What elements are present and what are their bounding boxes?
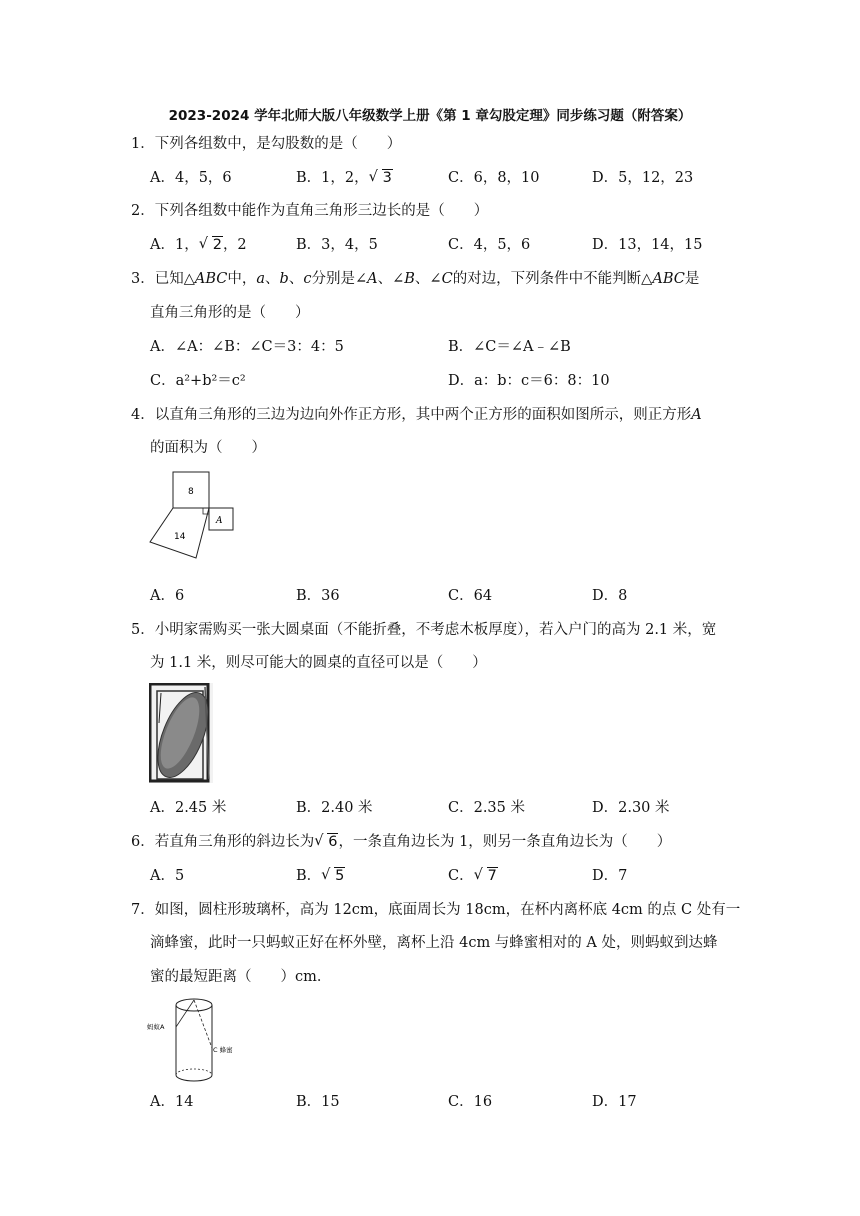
sqrt-expression: √ 7 — [473, 867, 497, 884]
option-d: D．17 — [592, 1094, 637, 1110]
sqrt-expression: √ 5 — [321, 867, 345, 884]
label-bottom: 14 — [174, 532, 186, 542]
label-ant: 蚂蚁A — [147, 1023, 165, 1031]
question-text-continued: 蜜的最短距离（ ）cm． — [150, 969, 332, 985]
option-d: D．a：b：c＝6：8：10 — [448, 373, 610, 389]
option-b: B．1，2， √ 3 — [296, 169, 392, 186]
option-d: D．8 — [592, 588, 628, 604]
option-b: B．36 — [296, 588, 340, 604]
squares-figure — [148, 470, 238, 580]
option-b: B．3，4，5 — [296, 237, 378, 253]
option-d: D．7 — [592, 868, 628, 884]
question-text-continued: 直角三角形的是（ ） — [150, 305, 310, 321]
option-a: A．2.45 米 — [150, 800, 227, 816]
question-text: 下列各组数中，是勾股数的是（ ） — [154, 136, 402, 152]
option-a: A．6 — [150, 588, 185, 604]
question-7: 7．如图，圆柱形玻璃杯，高为 12cm，底面周长为 18cm，在杯内离杯底 4cm 的点 C 处有一 — [131, 902, 741, 918]
sqrt-expression: √ 6 — [314, 833, 338, 850]
option-c: C．a²+b²＝c² — [150, 373, 246, 389]
question-5: 5．小明家需购买一张大圆桌面（不能折叠，不考虑木板厚度），若入户门的高为 2.1 米，宽 — [131, 622, 717, 638]
question-text-continued: 滴蜂蜜，此时一只蚂蚁正好在杯外壁，离杯上沿 4cm 与蜂蜜相对的 A 处，则蚂蚁到达蜂 — [150, 935, 718, 951]
question-text-continued: 为 1.1 米，则尽可能大的圆桌的直径可以是（ ） — [150, 655, 487, 671]
option-c: C．16 — [448, 1094, 493, 1110]
option-d: D．13，14，15 — [592, 237, 703, 253]
question-number: 1． — [131, 136, 155, 152]
option-b: B．∠C＝∠A﹣∠B — [448, 339, 571, 355]
label-right: A — [216, 516, 223, 526]
option-c: C． √ 7 — [448, 867, 497, 884]
option-a: A．4，5，6 — [150, 170, 232, 186]
option-c: C．6，8，10 — [448, 170, 540, 186]
label-honey: C 蜂蜜 — [213, 1046, 233, 1054]
option-a: A．5 — [150, 868, 185, 884]
option-c: C．64 — [448, 588, 493, 604]
page-title: 2023-2024 学年北师大版八年级数学上册《第 1 章勾股定理》同步练习题（附答案） — [168, 108, 692, 124]
option-a: A．14 — [150, 1094, 194, 1110]
option-b: B． √ 5 — [296, 867, 345, 884]
cylinder-figure — [146, 995, 246, 1085]
option-c: C．2.35 米 — [448, 800, 525, 816]
question-4: 4．以直角三角形的三边为边向外作正方形，其中两个正方形的面积如图所示，则正方形A — [131, 407, 702, 423]
sqrt-expression: √ 3 — [368, 169, 392, 186]
option-b: B．15 — [296, 1094, 340, 1110]
question-text: 下列各组数中能作为直角三角形三边长的是（ ） — [154, 203, 489, 219]
sqrt-expression: √ 2 — [198, 236, 222, 253]
option-d: D．2.30 米 — [592, 800, 670, 816]
question-text-continued: 的面积为（ ） — [150, 440, 266, 456]
question-3: 3．已知△ABC中，a、b、c分别是∠A、∠B、∠C的对边，下列条件中不能判断△ABC是 — [131, 271, 700, 287]
label-top: 8 — [188, 487, 194, 497]
question-2 — [131, 201, 488, 221]
option-a: A．∠A：∠B：∠C＝3：4：5 — [150, 339, 344, 355]
option-b: B．2.40 米 — [296, 800, 373, 816]
option-d: D．5，12，23 — [592, 170, 694, 186]
option-c: C．4，5，6 — [448, 237, 531, 253]
question-6: 6．若直角三角形的斜边长为 √ 6，一条直角边长为 1，则另一条直角边长为（ ） — [131, 833, 672, 850]
question-1 — [131, 134, 401, 154]
door-table-photo — [149, 683, 213, 783]
option-a: A．1， √ 2，2 — [150, 236, 247, 253]
question-number: 2． — [131, 203, 155, 219]
